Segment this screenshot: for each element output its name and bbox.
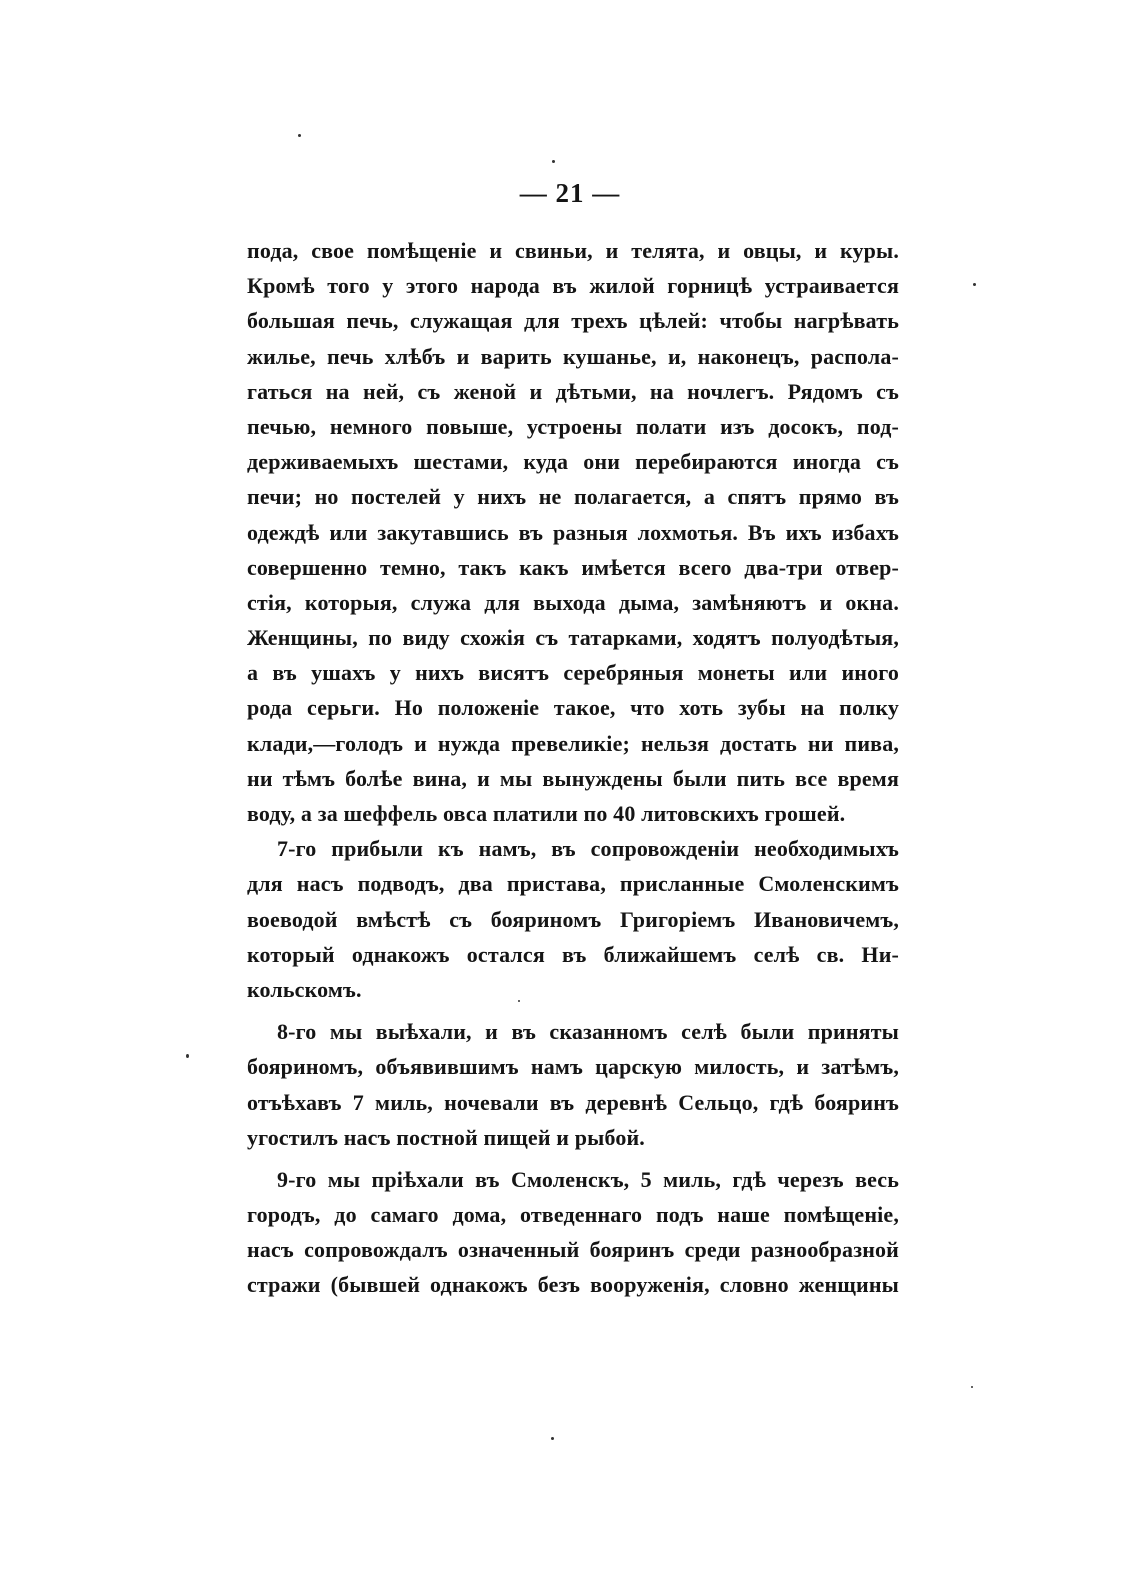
page-number: — 21 — [519,178,621,208]
text-line: а въ ушахъ у нихъ висятъ серебряныя монеты или иного [247,660,899,686]
text-line: ни тѣмъ болѣе вина, и мы вынуждены были пить все время [247,765,899,791]
text-line: угостилъ насъ постной пищей и рыбой. [247,1124,645,1150]
scan-speck [971,1386,973,1388]
text-line: стражи (бывшей однакожъ безъ вооруженія, словно женщины [247,1272,899,1298]
text-line: 7-го прибыли къ намъ, въ сопровожденіи необходимыхъ [277,836,899,862]
scan-speck [552,160,555,163]
text-line: для насъ подводъ, два пристава, присланные Смоленскимъ [247,871,899,897]
text-line: кольскомъ. [247,976,362,1002]
text-line: рода серьги. Но положеніе такое, что хоть зубы на полку [247,695,899,721]
text-line: гаться на ней, съ женой и дѣтьми, на ночлегъ. Рядомъ съ [247,378,899,404]
text-line: одеждѣ или закутавшись въ разныя лохмотья. Въ ихъ избахъ [247,519,899,545]
text-line: совершенно темно, такъ какъ имѣется всего два-три отвер- [247,554,899,580]
scan-speck [186,1054,189,1058]
text-line: который однакожъ остался въ ближайшемъ селѣ св. Ни- [247,941,899,967]
paragraph-gap [247,1155,899,1162]
text-line: Женщины, по виду схожія съ татарками, ходятъ полуодѣтыя, [247,625,899,651]
text-line: 9-го мы пріѣхали въ Смоленскъ, 5 миль, гдѣ черезъ весь [277,1166,899,1192]
body-text [247,233,899,1303]
paragraph-gap [247,1007,899,1014]
text-line: Кромѣ того у этого народа въ жилой горницѣ устраивается [247,273,899,299]
text-line: воду, а за шеффель овса платили по 40 литовскихъ грошей. [247,801,846,826]
text-line: 8-го мы выѣхали, и въ сказанномъ селѣ были приняты [277,1019,899,1045]
text-line: насъ сопровождалъ означенный бояринъ среди разнообразной [247,1237,899,1263]
text-line: отъѣхавъ 7 миль, ночевали въ деревнѣ Сельцо, гдѣ бояринъ [247,1089,899,1115]
scan-speck [518,1000,520,1002]
text-line: печью, немного повыше, устроены полати изъ досокъ, под- [247,413,899,439]
text-line: большая печь, служащая для трехъ цѣлей: чтобы нагрѣвать [247,308,899,334]
text-line: жилье, печь хлѣбъ и варить кушанье, и, наконецъ, распола- [247,343,899,369]
scan-speck [973,283,976,286]
text-line: бояриномъ, объявившимъ намъ царскую милость, и затѣмъ, [247,1054,899,1080]
text-line: клади,—голодъ и нужда превеликіе; нельзя достать ни пива, [247,730,899,756]
text-line: пода, свое помѣщеніе и свиньи, и телята, и овцы, и куры. [247,238,899,263]
text-line: городъ, до самаго дома, отведеннаго подъ наше помѣщеніе, [247,1202,899,1228]
scan-speck [298,134,301,137]
text-line: стія, которыя, служа для выхода дыма, замѣняютъ и окна. [247,589,899,615]
text-line: воеводой вмѣстѣ съ бояриномъ Григоріемъ Ивановичемъ, [247,906,899,932]
scan-speck [551,1437,554,1440]
text-line: печи; но постелей у нихъ не полагается, а спятъ прямо въ [247,484,899,510]
text-line: держиваемыхъ шестами, куда они перебираются иногда съ [247,449,899,475]
